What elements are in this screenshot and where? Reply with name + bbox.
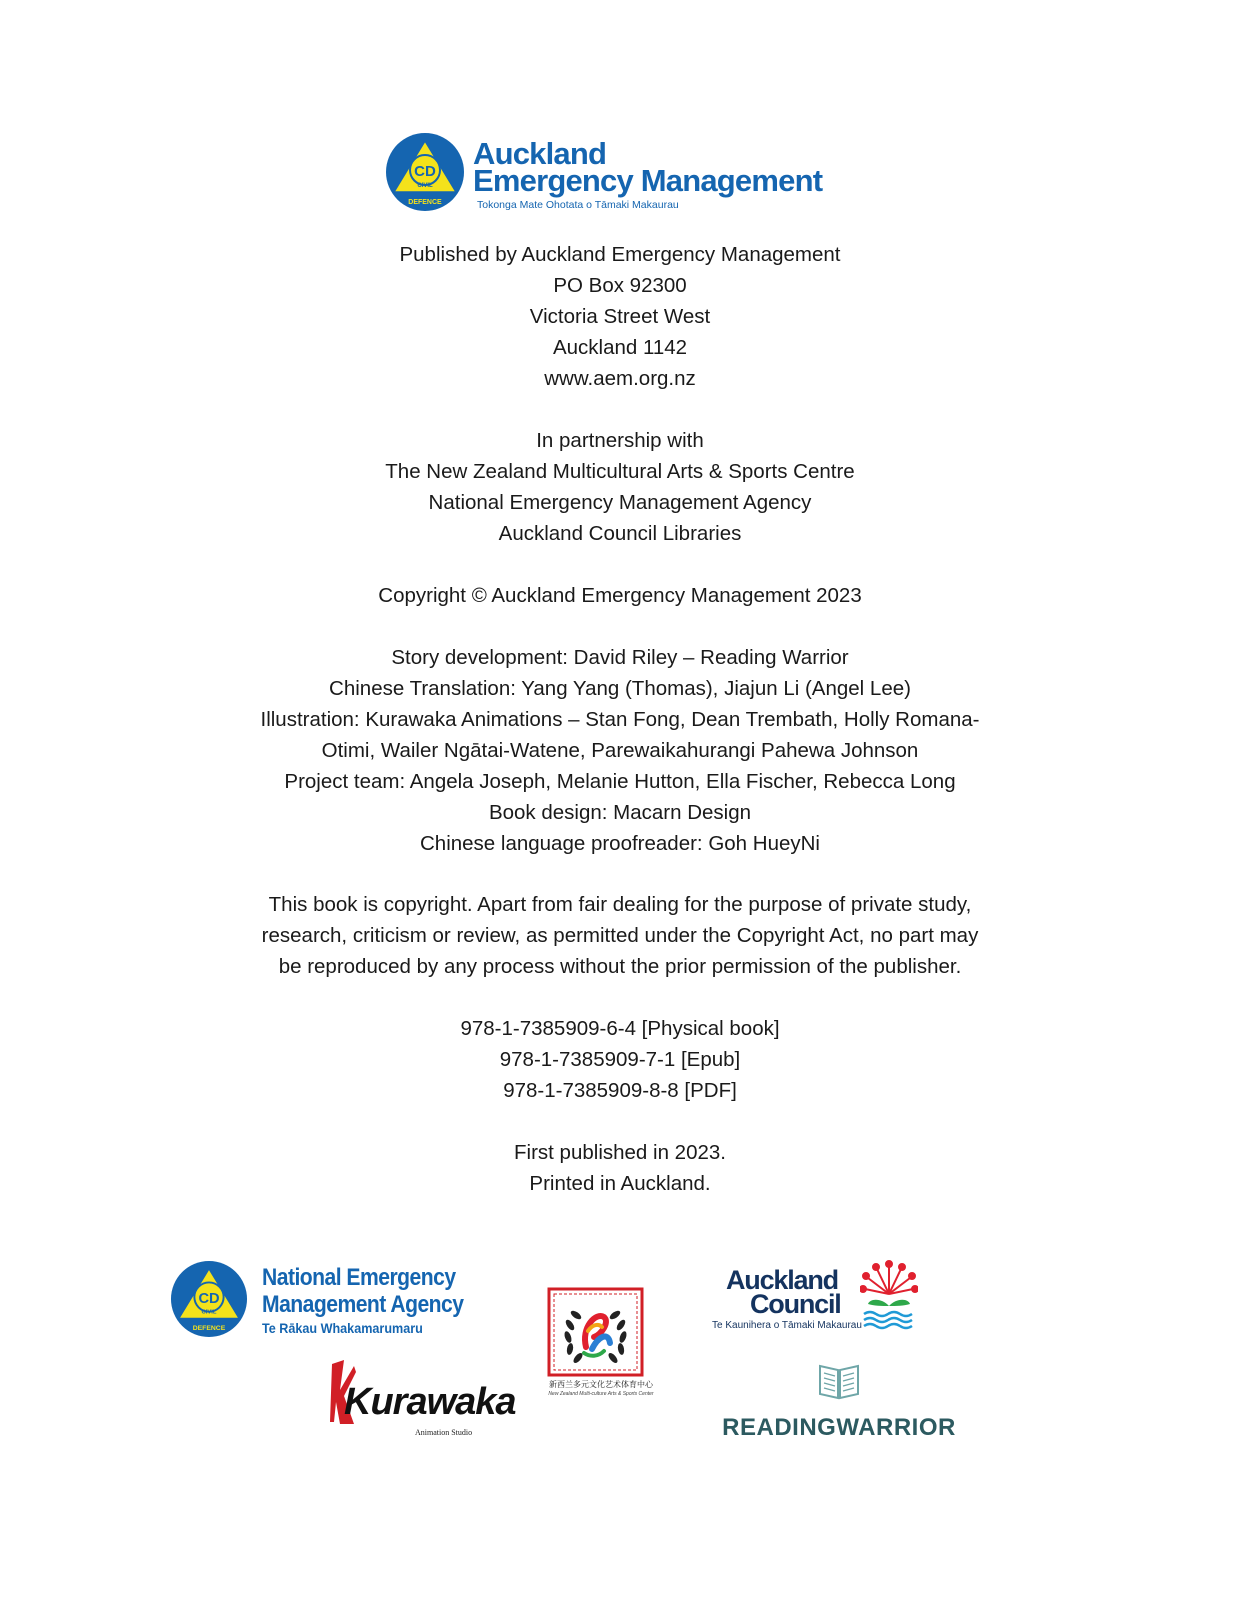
credit-line: Book design: Macarn Design	[488, 801, 752, 824]
nema-line2: Management Agency	[262, 1291, 464, 1318]
auckland-council-tagline: Te Kaunihera o Tāmaki Makaurau	[712, 1320, 862, 1331]
credit-line: Story development: David Riley – Reading Warrior	[391, 646, 849, 669]
emblem-defence-text: DEFENCE	[192, 1325, 226, 1333]
pohutukawa-flower-icon	[860, 1258, 918, 1330]
publisher-website: www.aem.org.nz	[544, 367, 696, 390]
publisher-block	[0, 239, 1240, 394]
civil-defence-emblem	[170, 1260, 250, 1340]
emblem-civil-text: CIVIL	[201, 1309, 217, 1316]
credit-line: Chinese Translation: Yang Yang (Thomas), Jiajun Li (Angel Lee)	[329, 677, 911, 700]
nema-line1: National Emergency	[262, 1264, 456, 1291]
credit-line: Project team: Angela Joseph, Melanie Hutton, Ella Fischer, Rebecca Long	[284, 770, 956, 793]
publisher-line: Victoria Street West	[529, 305, 711, 328]
partnership-heading: In partnership with	[536, 429, 704, 452]
civil-defence-emblem	[385, 132, 465, 212]
credit-line: Otimi, Wailer Ngātai-Watene, Parewaikahurangi Pahewa Johnson	[321, 739, 919, 762]
reading-warrior-logo	[714, 1360, 964, 1442]
nema-line3: Te Rākau Whakamarumaru	[262, 1320, 423, 1336]
publication-block	[0, 1137, 1240, 1199]
isbn-line: 978-1-7385909-8-8 [PDF]	[503, 1079, 737, 1102]
partnership-block	[0, 425, 1240, 549]
emblem-civil-text: CIVIL	[417, 183, 433, 189]
emblem-cd-text: CD	[414, 163, 436, 180]
legal-block	[0, 889, 1240, 982]
publisher-line: Auckland 1142	[552, 336, 688, 359]
kurawaka-wordmark: Kurawaka	[344, 1381, 516, 1423]
credit-line: Illustration: Kurawaka Animations – Stan Fong, Dean Trembath, Holly Romana-	[260, 708, 980, 731]
partner-line: The New Zealand Multicultural Arts & Sports Centre	[385, 460, 855, 483]
kurawaka-logo	[330, 1360, 516, 1442]
credit-line: Chinese language proofreader: Goh HueyNi	[419, 832, 820, 855]
aem-logo-line2: Emergency Management	[473, 163, 823, 198]
nzmasc-caption-en: New Zealand Multi-culture Arts & Sports Center	[548, 1391, 654, 1397]
isbn-block	[0, 1013, 1240, 1106]
auckland-council-logo	[712, 1258, 922, 1333]
partner-line: Auckland Council Libraries	[498, 522, 742, 545]
aem-logo-tagline: Tokonga Mate Ohotata o Tāmaki Makaurau	[477, 199, 679, 211]
publisher-line: PO Box 92300	[553, 274, 687, 297]
publication-line: Printed in Auckland.	[529, 1172, 711, 1195]
kurawaka-subtitle: Animation Studio	[415, 1428, 473, 1437]
legal-line: research, criticism or review, as permitted under the Copyright Act, no part may	[261, 924, 979, 947]
nema-logo	[170, 1260, 500, 1340]
copyright-block	[0, 580, 1240, 611]
nzmasc-emblem	[546, 1287, 656, 1377]
partner-line: National Emergency Management Agency	[428, 491, 812, 514]
publisher-line: Published by Auckland Emergency Management	[399, 243, 841, 266]
emblem-cd-text: CD	[198, 1290, 220, 1307]
publication-line: First published in 2023.	[514, 1141, 726, 1164]
auckland-council-line2: Council	[750, 1289, 841, 1319]
aem-logo	[385, 132, 855, 218]
nzmasc-caption-cn: 新西兰多元文化艺术体育中心	[549, 1380, 653, 1389]
aem-logo-line1: Auckland	[473, 136, 607, 171]
isbn-line: 978-1-7385909-6-4 [Physical book]	[460, 1017, 780, 1040]
legal-line: This book is copyright. Apart from fair dealing for the purpose of private study,	[268, 893, 972, 916]
credits-block	[0, 642, 1240, 859]
isbn-line: 978-1-7385909-7-1 [Epub]	[499, 1048, 741, 1071]
copyright-line: Copyright © Auckland Emergency Management 2023	[378, 584, 862, 607]
open-book-icon	[818, 1362, 860, 1400]
nzmasc-logo	[546, 1287, 656, 1402]
emblem-defence-text: DEFENCE	[408, 199, 442, 206]
auckland-council-line1: Auckland	[726, 1265, 838, 1295]
legal-line: be reproduced by any process without the prior permission of the publisher.	[278, 955, 962, 978]
reading-warrior-wordmark: READINGWARRIOR	[722, 1414, 956, 1441]
